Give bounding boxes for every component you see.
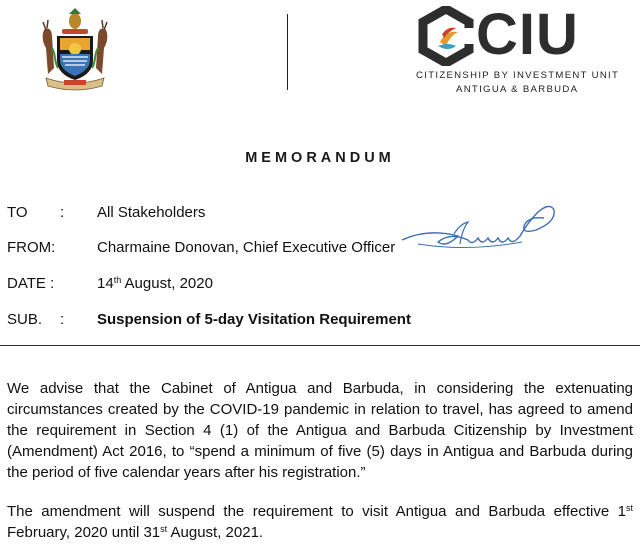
subject-value: Suspension of 5-day Visitation Requirement <box>97 311 411 328</box>
para2-mid: February, 2020 until 31 <box>7 524 161 541</box>
para2-sup-2: st <box>160 524 168 534</box>
subject-label: SUB. <box>7 311 43 328</box>
date-day: 14 <box>97 275 114 292</box>
from-label: FROM: <box>7 239 56 256</box>
coat-of-arms-icon <box>40 8 110 92</box>
ciu-hexagon-icon <box>418 6 474 66</box>
header-divider <box>287 14 288 90</box>
body-paragraph-2 <box>7 501 633 543</box>
date-value <box>97 275 213 292</box>
to-label: TO <box>7 204 28 221</box>
country-name: ANTIGUA & BARBUDA <box>456 84 579 95</box>
unit-name: CITIZENSHIP BY INVESTMENT UNIT <box>416 70 620 81</box>
date-label: DATE : <box>7 275 55 292</box>
ciu-logo-text: CIU <box>476 2 579 67</box>
body-paragraph-1: We advise that the Cabinet of Antigua and Barbuda, in considering the extenuating circumstances created by the COVID-19 pandemic in relation to travel, has agreed to amend the requirement in Section 4 (1) of the Antigua and Barbuda Citizenship by Investment (Amendment) Act 2016, to “spend a minimum of five (5) days in Antigua and Barbuda during the period of five calendar years after his registration.” <box>7 380 633 481</box>
to-separator: : <box>60 204 65 221</box>
signature-icon <box>398 198 558 264</box>
page-title: MEMORANDUM <box>245 150 395 166</box>
to-value: All Stakeholders <box>97 204 206 221</box>
from-value: Charmaine Donovan, Chief Executive Officer <box>97 239 396 256</box>
ciu-logo <box>418 2 603 67</box>
para2-start: The amendment will suspend the requirement to visit Antigua and Barbuda effective 1 <box>7 503 626 520</box>
para2-sup-1: st <box>625 503 633 513</box>
subject-separator: : <box>60 311 65 328</box>
section-divider <box>0 345 640 346</box>
date-suffix: th <box>113 275 122 285</box>
para2-end: August, 2021. <box>167 524 264 541</box>
date-rest: August, 2020 <box>121 275 213 292</box>
